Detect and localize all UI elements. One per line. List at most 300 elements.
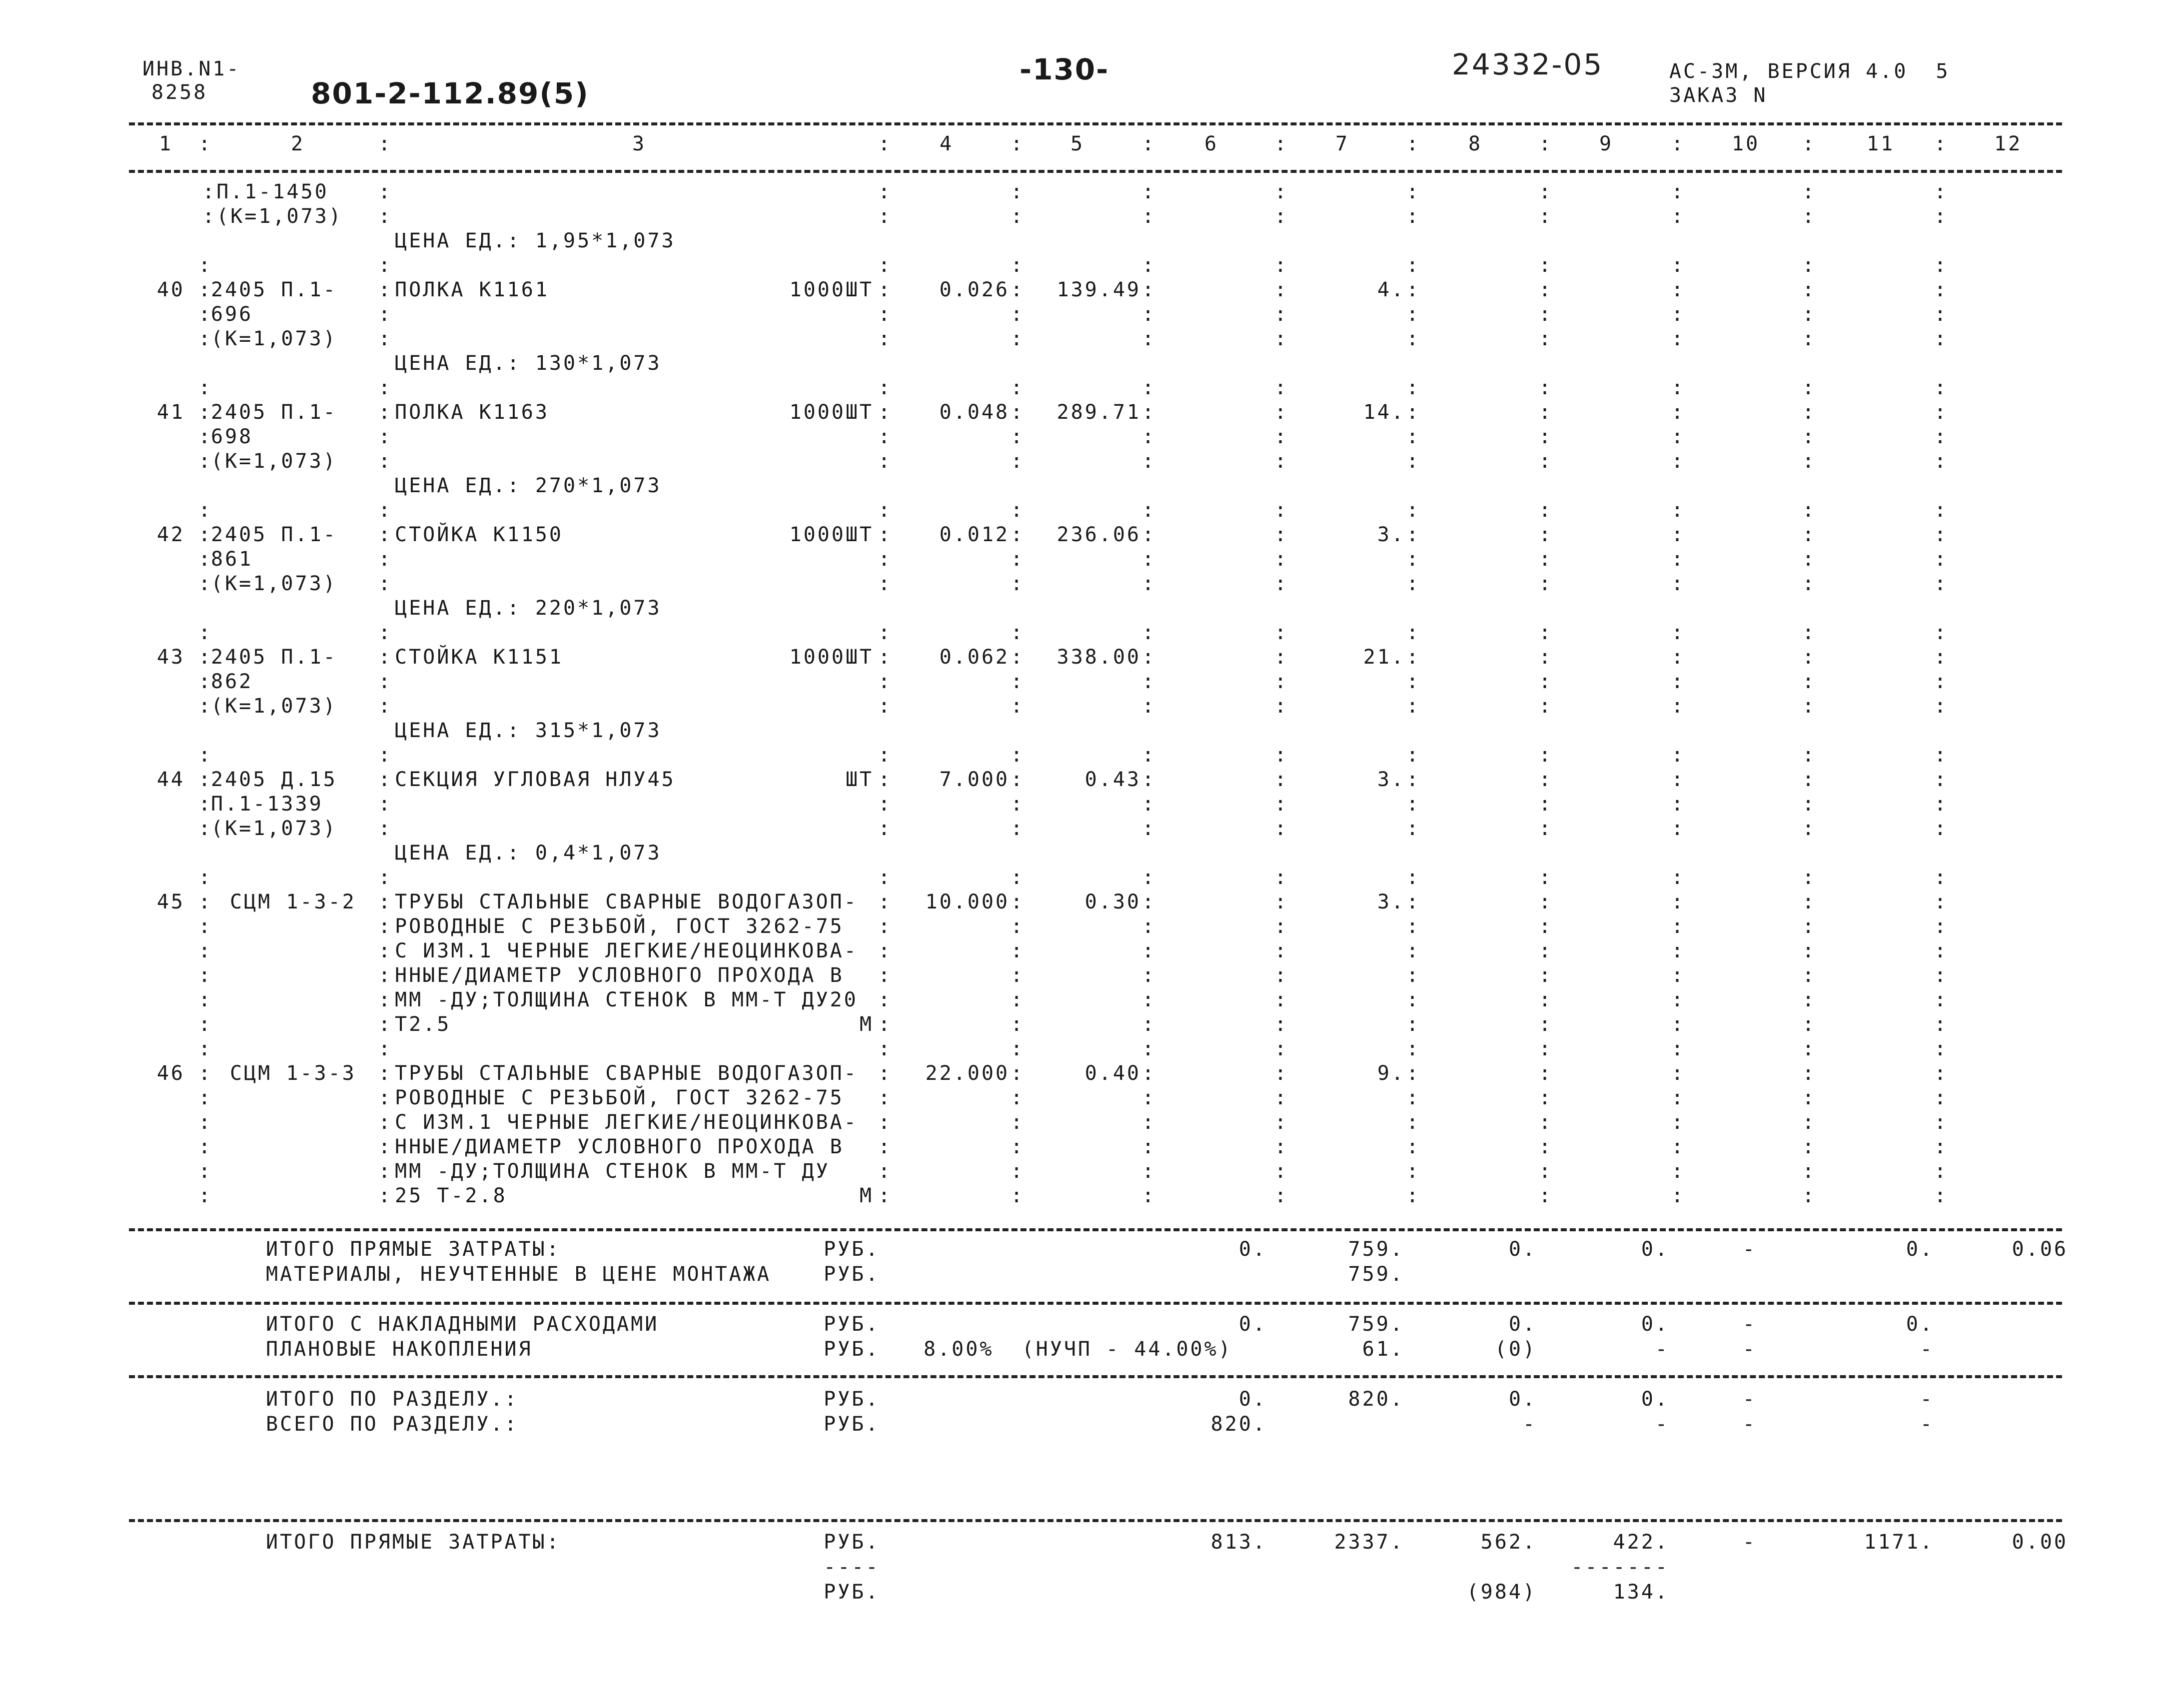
column-separator: : [1934,817,1947,840]
column-separator: : [1934,205,1947,228]
total-value-c8: 0. [1508,1238,1537,1261]
column-separator: : [1142,180,1154,203]
column-separator: : [878,1135,891,1158]
column-separator: : [878,278,891,301]
row-code-line: 2405 П.1- [211,646,337,669]
column-separator: : [1011,450,1023,473]
column-separator: : [1802,866,1815,889]
order-code: 24332-05 [1452,47,1604,81]
column-separator: : [1406,254,1419,277]
column-separator: : [1802,499,1815,522]
column-separator: : [1934,180,1947,203]
column-separator: : [878,1184,891,1207]
column-separator: : [1274,132,1287,155]
column-separator: : [1671,817,1684,840]
total-value-c6: 813. [1210,1531,1267,1554]
column-separator: : [1934,646,1947,669]
column-separator: : [198,450,211,473]
column-separator: : [1539,1135,1551,1158]
column-separator: : [198,1184,211,1207]
column-separator: : [1011,964,1023,987]
column-separator: : [1802,768,1815,791]
column-separator: : [878,376,891,399]
row-quantity: 22.000 [925,1062,1010,1085]
column-separator: : [378,572,391,595]
row-name-line: Т2.5 [395,1013,451,1036]
row-name-line: СТОЙКА К1150 [395,523,563,546]
total-label: ИТОГО ПО РАЗДЕЛУ.: [266,1388,519,1411]
row-unit: ШТ [845,768,874,791]
column-separator: : [1671,915,1684,938]
total-value-c7: 61. [1362,1338,1404,1361]
fragment-code-line: :П.1-1450 [202,180,329,203]
column-separator: : [1274,327,1287,350]
column-separator: : [1274,817,1287,840]
column-separator: : [878,915,891,938]
column-separator: : [1274,401,1287,424]
column-separator: : [1011,572,1023,595]
row-number: 44 [156,768,185,791]
column-separator: : [1539,1111,1551,1134]
row-cost: 3. [1377,890,1405,913]
row-cost: 4. [1377,278,1405,301]
column-separator: : [1274,695,1287,718]
column-separator: : [1934,450,1947,473]
column-separator: : [1011,866,1023,889]
column-separator: : [378,376,391,399]
column-separator: : [1671,1111,1684,1134]
column-separator: : [1539,523,1551,546]
column-separator: : [1406,132,1419,155]
row-code-line: 2405 П.1- [211,278,337,301]
column-separator: : [1671,988,1684,1011]
column-separator: : [1142,205,1154,228]
column-separator: : [1011,254,1023,277]
column-separator: : [1274,303,1287,326]
column-separator: : [198,744,211,767]
column-separator: : [378,1086,391,1109]
column-separator: : [198,303,211,326]
row-name-line: ПОЛКА К1161 [395,278,549,301]
column-separator: : [378,646,391,669]
column-separator: : [1934,866,1947,889]
column-separator: : [1934,744,1947,767]
column-separator: : [1671,1086,1684,1109]
header-top-rule [129,122,2062,125]
column-separator: : [1406,548,1419,571]
total-currency: РУБ. [824,1313,880,1336]
column-separator: : [1011,1184,1023,1207]
inventory-label: ИНВ.N1- [142,57,241,80]
column-separator: : [1011,1062,1023,1085]
column-separator: : [1274,450,1287,473]
column-separator: : [1406,1184,1419,1207]
column-separator: : [1142,303,1154,326]
column-separator: : [1802,964,1815,987]
header-bottom-rule [129,170,2062,173]
column-separator: : [378,890,391,913]
column-separator: : [878,572,891,595]
column-separator: : [1934,988,1947,1011]
column-separator: : [198,132,211,155]
column-separator: : [198,890,211,913]
column-separator: : [1802,1037,1815,1060]
row-name-line: ННЫЕ/ДИАМЕТР УСЛОВНОГО ПРОХОДА В [395,964,844,987]
column-separator: : [1934,1111,1947,1134]
column-separator: : [1406,499,1419,522]
column-separator: : [1671,425,1684,448]
column-separator: : [1539,303,1551,326]
column-separator: : [198,988,211,1011]
total-value-c11: - [1920,1388,1934,1411]
column-separator: : [1274,425,1287,448]
column-separator: : [1406,1062,1419,1085]
column-separator: : [378,278,391,301]
row-code-line: 2405 П.1- [211,401,337,424]
column-separator: : [198,278,211,301]
column-separator: : [198,1135,211,1158]
column-separator: : [1011,621,1023,644]
column-separator: : [1539,180,1551,203]
column-separator: : [1539,499,1551,522]
fragment-price-note: ЦЕНА ЕД.: 1,95*1,073 [395,229,676,252]
column-separator: : [1671,964,1684,987]
row-quantity: 0.012 [939,523,1010,546]
column-separator: : [1142,254,1154,277]
row-code-line: (К=1,073) [211,695,337,718]
total-value-c11: - [1920,1413,1934,1436]
column-separator: : [1539,425,1551,448]
row-name-line: ТРУБЫ СТАЛЬНЫЕ СВАРНЫЕ ВОДОГАЗОП- [395,890,858,913]
column-separator: : [198,768,211,791]
column-separator: : [1802,180,1815,203]
row-name-line: СЕКЦИЯ УГЛОВАЯ НЛУ45 [395,768,676,791]
column-separator: : [1406,1013,1419,1036]
column-separator: : [1671,254,1684,277]
row-cost: 9. [1377,1062,1405,1085]
column-separator: : [878,303,891,326]
column-separator: : [1671,768,1684,791]
row-price-note: ЦЕНА ЕД.: 0,4*1,073 [395,841,662,864]
row-number: 42 [156,523,185,546]
column-separator: : [1274,1184,1287,1207]
column-separator: : [198,376,211,399]
column-separator: : [1802,939,1815,962]
column-separator: : [1934,303,1947,326]
column-separator: : [1802,548,1815,571]
column-separator: : [878,621,891,644]
column-separator: : [378,866,391,889]
row-code-line: 862 [211,670,253,693]
column-separator: : [1539,1184,1551,1207]
column-separator: : [1539,695,1551,718]
row-unit-price: 338.00 [1057,646,1141,669]
column-separator: : [1934,939,1947,962]
row-unit: 1000ШТ [789,401,874,424]
column-separator: : [1274,548,1287,571]
total-currency: РУБ. [824,1531,880,1554]
column-separator: : [1539,744,1551,767]
column-separator: : [378,939,391,962]
row-quantity: 7.000 [939,768,1010,791]
column-separator: : [1406,401,1419,424]
column-separator: : [378,1062,391,1085]
row-cost: 3. [1377,768,1405,791]
column-separator: : [878,1086,891,1109]
column-separator: : [1011,548,1023,571]
column-separator: : [1406,964,1419,987]
column-separator: : [1142,866,1154,889]
column-separator: : [1671,303,1684,326]
total-label: ПЛАНОВЫЕ НАКОПЛЕНИЯ [266,1338,533,1361]
column-separator: : [1802,890,1815,913]
row-unit: М [859,1013,874,1036]
column-separator: : [198,621,211,644]
column-separator: : [378,744,391,767]
total-value-c7: 759. [1348,1313,1404,1336]
column-separator: : [1011,1037,1023,1060]
column-separator: : [1539,890,1551,913]
total-value-c7: 2337. [1334,1531,1404,1554]
column-separator: : [1671,327,1684,350]
column-separator: : [1406,1160,1419,1183]
column-separator: : [878,866,891,889]
column-separator: : [1671,1037,1684,1060]
column-separator: : [1274,254,1287,277]
column-separator: : [378,817,391,840]
column-separator: : [1671,1160,1684,1183]
column-separator: : [1142,425,1154,448]
column-separator: : [378,523,391,546]
column-separator: : [1539,768,1551,791]
column-separator: : [1671,523,1684,546]
column-separator: : [198,548,211,571]
total-value-c10: - [1742,1413,1757,1436]
column-separator: : [378,548,391,571]
column-separator: : [1011,646,1023,669]
column-separator: : [1539,1013,1551,1036]
column-separator: : [1011,744,1023,767]
column-separator: : [1802,450,1815,473]
column-separator: : [1011,499,1023,522]
column-separator: : [1802,523,1815,546]
column-separator: : [198,939,211,962]
column-separator: : [1539,915,1551,938]
column-separator: : [1802,915,1815,938]
column-separator: : [1802,817,1815,840]
column-separator: : [878,180,891,203]
column-separator: : [1142,572,1154,595]
column-separator: : [1274,1037,1287,1060]
row-quantity: 0.062 [939,646,1010,669]
column-separator: : [878,1160,891,1183]
row-cost: 3. [1377,523,1405,546]
column-separator: : [1671,548,1684,571]
column-separator: : [198,915,211,938]
column-separator: : [378,1135,391,1158]
row-price-note: ЦЕНА ЕД.: 130*1,073 [395,352,662,375]
total-value-c6: 0. [1238,1238,1267,1261]
column-separator: : [1802,132,1815,155]
row-unit-price: 139.49 [1057,278,1141,301]
column-separator: : [1274,915,1287,938]
column-separator: : [1539,670,1551,693]
column-separator: : [198,1086,211,1109]
column-separator: : [1274,1135,1287,1158]
column-separator: : [878,401,891,424]
total-value-c7: 759. [1348,1238,1404,1261]
column-separator: : [1671,499,1684,522]
column-separator: : [198,1160,211,1183]
column-separator: : [1406,1135,1419,1158]
row-quantity: 0.048 [939,401,1010,424]
column-separator: : [1011,670,1023,693]
column-separator: : [1142,376,1154,399]
column-separator: : [1539,205,1551,228]
order-label: ЗАКАЗ N [1669,84,1768,107]
column-separator: : [1802,621,1815,644]
column-separator: : [1142,695,1154,718]
total-label: ИТОГО ПРЯМЫЕ ЗАТРАТЫ: [266,1531,561,1554]
column-separator: : [1934,1184,1947,1207]
column-separator: : [878,817,891,840]
column-separator: : [1274,523,1287,546]
total-value-c7: 759. [1348,1263,1404,1286]
column-separator: : [1802,1111,1815,1134]
column-separator: : [1142,768,1154,791]
total-currency: РУБ. [824,1263,880,1286]
rule-under-col9: ------- [1571,1556,1669,1579]
column-separator: : [378,327,391,350]
column-header-6: 6 [1204,132,1219,155]
total-value-c8: (0) [1494,1338,1537,1361]
row-price-note: ЦЕНА ЕД.: 220*1,073 [395,597,662,620]
column-separator: : [1934,1013,1947,1036]
row-code-line: (К=1,073) [211,450,337,473]
column-separator: : [198,1062,211,1085]
row-quantity: 0.026 [939,278,1010,301]
column-separator: : [1671,572,1684,595]
row-number: 46 [156,1062,185,1085]
column-separator: : [1671,1184,1684,1207]
column-separator: : [1011,425,1023,448]
total-currency: РУБ. [824,1413,880,1436]
column-separator: : [1142,450,1154,473]
column-separator: : [378,132,391,155]
row-name-line: С ИЗМ.1 ЧЕРНЫЕ ЛЕГКИЕ/НЕОЦИНКОВА- [395,939,858,962]
column-separator: : [1406,180,1419,203]
column-separator: : [1671,890,1684,913]
column-separator: : [1539,548,1551,571]
column-separator: : [1406,768,1419,791]
column-separator: : [878,670,891,693]
column-separator: : [1011,768,1023,791]
column-separator: : [1274,939,1287,962]
column-separator: : [1934,1037,1947,1060]
row-code-line: СЦМ 1-3-3 [230,1062,356,1085]
row-number: 41 [156,401,185,424]
column-separator: : [1802,1062,1815,1085]
column-separator: : [1671,939,1684,962]
column-separator: : [1671,376,1684,399]
column-separator: : [1934,499,1947,522]
column-separator: : [878,695,891,718]
row-code-line: 696 [211,303,253,326]
column-separator: : [1934,793,1947,816]
column-separator: : [378,915,391,938]
column-header-11: 11 [1867,132,1895,155]
row-code-line: (К=1,073) [211,817,337,840]
row-number: 43 [156,646,185,669]
column-separator: : [1406,695,1419,718]
column-separator: : [1011,205,1023,228]
column-separator: : [1274,670,1287,693]
column-separator: : [378,450,391,473]
column-separator: : [1539,278,1551,301]
column-separator: : [378,1013,391,1036]
column-header-8: 8 [1468,132,1483,155]
column-separator: : [1274,205,1287,228]
row-name-line: СТОЙКА К1151 [395,646,563,669]
column-separator: : [1539,817,1551,840]
column-separator: : [1406,890,1419,913]
column-separator: : [1671,646,1684,669]
column-separator: : [1406,1111,1419,1134]
column-separator: : [878,1111,891,1134]
column-separator: : [1539,1062,1551,1085]
column-separator: : [1011,939,1023,962]
column-separator: : [1671,401,1684,424]
total-value-c12: 0.00 [2012,1531,2068,1554]
column-separator: : [1406,866,1419,889]
column-separator: : [198,964,211,987]
column-separator: : [1802,205,1815,228]
column-separator: : [1671,132,1684,155]
column-separator: : [1142,817,1154,840]
total-value-c10: - [1742,1388,1757,1411]
column-separator: : [1274,744,1287,767]
row-price-note: ЦЕНА ЕД.: 315*1,073 [395,719,662,742]
column-separator: : [1011,278,1023,301]
total-value-c10: - [1742,1531,1757,1554]
column-separator: : [1274,1013,1287,1036]
column-separator: : [1274,278,1287,301]
column-separator: : [1406,1037,1419,1060]
row-code-line: (К=1,073) [211,327,337,350]
column-separator: : [1802,254,1815,277]
column-separator: : [1011,1160,1023,1183]
column-separator: : [1802,1013,1815,1036]
total-label: МАТЕРИАЛЫ, НЕУЧТЕННЫЕ В ЦЕНЕ МОНТАЖА [266,1263,771,1286]
column-separator: : [378,1037,391,1060]
column-separator: : [1934,425,1947,448]
column-separator: : [1406,205,1419,228]
column-separator: : [1802,1160,1815,1183]
fragment-code-line: :(К=1,073) [202,205,343,228]
column-separator: : [1274,646,1287,669]
column-separator: : [378,964,391,987]
column-separator: : [1406,915,1419,938]
row-code-line: 2405 Д.15 [211,768,337,791]
totals-rule [129,1375,2062,1378]
column-separator: : [1802,988,1815,1011]
column-separator: : [1142,939,1154,962]
column-separator: : [1406,327,1419,350]
column-separator: : [1142,621,1154,644]
column-separator: : [1934,278,1947,301]
column-separator: : [1142,890,1154,913]
column-separator: : [1142,915,1154,938]
